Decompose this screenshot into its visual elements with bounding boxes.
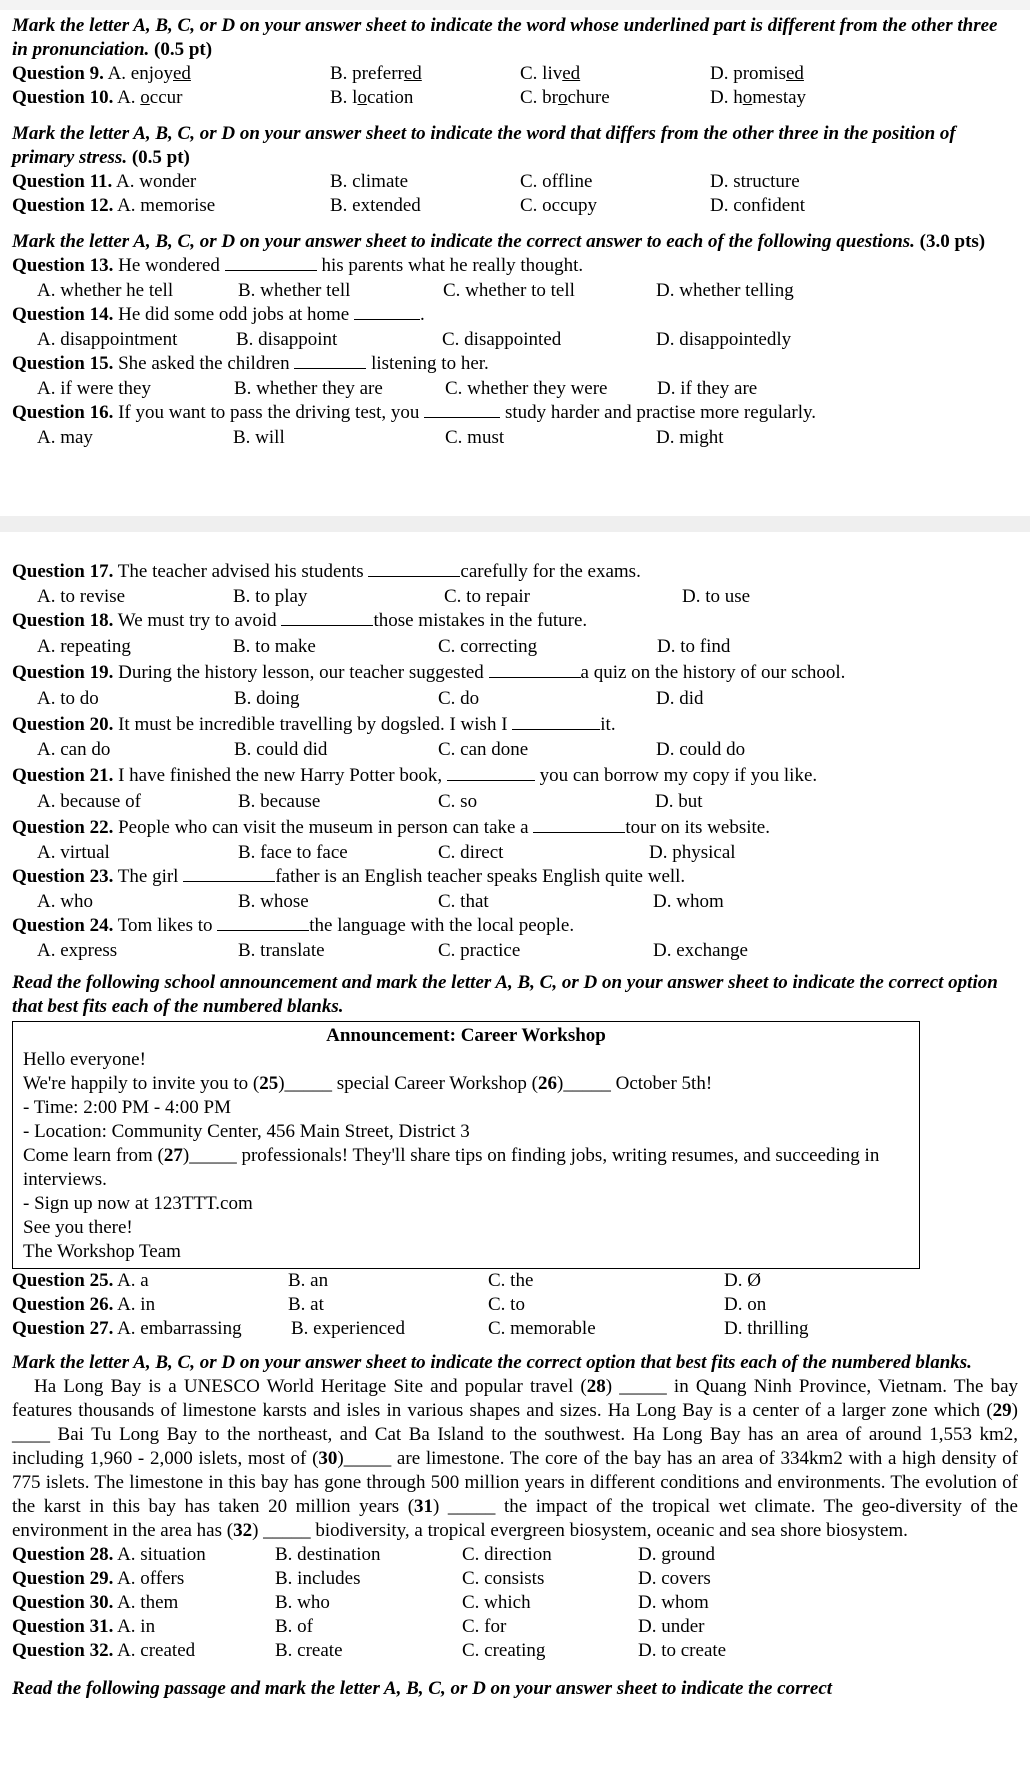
question-11: Question 11. A. wonder B. climate C. offline D. structure bbox=[12, 171, 800, 192]
question-15-options: A. if were they B. whether they are C. whether they were D. if they are bbox=[37, 378, 758, 399]
question-28: Question 28. A. situation B. destination C. direction D. ground bbox=[12, 1544, 716, 1565]
question-23-stem: Question 23. The girl father is an English teacher speaks English quite well. bbox=[12, 866, 686, 887]
announcement-signup: - Sign up now at 123TTT.com bbox=[23, 1193, 253, 1214]
section-5-instruction: Mark the letter A, B, C, or D on your answer sheet to indicate the correct option that best fits each of the numbered blanks. bbox=[12, 1352, 972, 1373]
question-15-stem: Question 15. She asked the children listening to her. bbox=[12, 353, 489, 374]
question-24-options: A. express B. translate C. practice D. exchange bbox=[37, 940, 748, 961]
page-break bbox=[0, 516, 1030, 532]
question-9: Question 9. A. enjoyed B. preferred C. lived D. promised bbox=[12, 63, 804, 84]
question-16-stem: Question 16. If you want to pass the driving test, you study harder and practise more regularly. bbox=[12, 402, 817, 423]
question-21-options: A. because of B. because C. so D. but bbox=[37, 791, 703, 812]
top-margin-bar bbox=[0, 0, 1030, 10]
question-20-options: A. can do B. could did C. can done D. could do bbox=[37, 739, 746, 760]
question-16-options: A. may B. will C. must D. might bbox=[37, 427, 724, 448]
question-12: Question 12. A. memorise B. extended C. occupy D. confident bbox=[12, 195, 805, 216]
announcement-time: - Time: 2:00 PM - 4:00 PM bbox=[23, 1097, 231, 1118]
question-27: Question 27. A. embarrassing B. experienced C. memorable D. thrilling bbox=[12, 1318, 809, 1339]
question-14-options: A. disappointment B. disappoint C. disappointed D. disappointedly bbox=[37, 329, 792, 350]
announcement-invite: We're happily to invite you to (25)_____ special Career Workshop (26)_____ October 5th! bbox=[23, 1073, 713, 1094]
section-top bbox=[0, 14, 1030, 450]
question-17-stem: Question 17. The teacher advised his students carefully for the exams. bbox=[12, 561, 641, 582]
question-18-options: A. repeating B. to make C. correcting D. to find bbox=[37, 636, 731, 657]
question-18-stem: Question 18. We must try to avoid those mistakes in the future. bbox=[12, 610, 588, 631]
question-22-options: A. virtual B. face to face C. direct D. physical bbox=[37, 842, 736, 863]
question-32: Question 32. A. created B. create C. creating D. to create bbox=[12, 1640, 727, 1661]
question-26: Question 26. A. in B. at C. to D. on bbox=[12, 1294, 767, 1315]
question-22-stem: Question 22. People who can visit the museum in person can take a tour on its website. bbox=[12, 817, 770, 838]
question-17-options: A. to revise B. to play C. to repair D. to use bbox=[37, 586, 751, 607]
ha-long-bay-passage: Ha Long Bay is a UNESCO World Heritage Site and popular travel (28) _____ in Quang Ninh Province, Vietnam. The bay features thousands of limestone karsts and isles in various shapes and sizes. Ha Long Bay is a center of a larger zone which (29) ____ Bai Tu Long Bay to the northeast, and Cat Ba Island to the southwest. Ha Long Bay has an area of around 1,553 km2, including 1,960 - 2,000 islets, most of (30)_____ are limestone. The core of the bay has an area of 334km2 with a high density of 775 islets. The limestone in this bay has gone through 500 million years in different conditions and environments. The evolution of the karst in this bay has taken 20 million years (31) _____ the impact of the tropical wet climate. The geo-diversity of the environment in the area has (32) _____ biodiversity, a tropical evergreen biosystem, oceanic and sea shore biosystem. bbox=[12, 1376, 1018, 1541]
question-10: Question 10. A. occur B. location C. brochure D. homestay bbox=[12, 87, 807, 108]
question-13-options: A. whether he tell B. whether tell C. whether to tell D. whether telling bbox=[37, 280, 794, 301]
question-31: Question 31. A. in B. of C. for D. under bbox=[12, 1616, 705, 1637]
announcement-title: Announcement: Career Workshop bbox=[326, 1025, 606, 1046]
question-23-options: A. who B. whose C. that D. whom bbox=[37, 891, 724, 912]
section-1-instruction: Mark the letter A, B, C, or D on your answer sheet to indicate the word whose underlined part is different from the other three in pronunciation. (0.5 pt) bbox=[12, 15, 998, 60]
question-21-stem: Question 21. I have finished the new Harry Potter book, you can borrow my copy if you like. bbox=[12, 765, 818, 786]
question-19-stem: Question 19. During the history lesson, our teacher suggested a quiz on the history of our school. bbox=[12, 662, 846, 683]
announcement-body: Come learn from (27)_____ professionals! They'll share tips on finding jobs, writing resumes, and succeeding in interviews. bbox=[23, 1145, 880, 1190]
announcement-greeting: Hello everyone! bbox=[23, 1049, 146, 1070]
section-6-instruction: Read the following passage and mark the letter A, B, C, or D on your answer sheet to indicate the correct bbox=[12, 1678, 833, 1699]
question-19-options: A. to do B. doing C. do D. did bbox=[37, 688, 704, 709]
announcement-closing: See you there! bbox=[23, 1217, 133, 1238]
section-3-instruction: Mark the letter A, B, C, or D on your answer sheet to indicate the correct answer to each of the following questions. (3.0 pts) bbox=[12, 231, 986, 252]
section-2-instruction: Mark the letter A, B, C, or D on your answer sheet to indicate the word that differs from the other three in the position of primary stress. (0.5 pt) bbox=[12, 123, 956, 168]
question-29: Question 29. A. offers B. includes C. consists D. covers bbox=[12, 1568, 711, 1589]
announcement-location: - Location: Community Center, 456 Main Street, District 3 bbox=[23, 1121, 470, 1142]
announcement-box bbox=[12, 1021, 920, 1269]
question-20-stem: Question 20. It must be incredible travelling by dogsled. I wish I it. bbox=[12, 714, 616, 735]
question-14-stem: Question 14. He did some odd jobs at home . bbox=[12, 304, 425, 325]
question-30: Question 30. A. them B. who C. which D. whom bbox=[12, 1592, 709, 1613]
section-bottom bbox=[0, 560, 1030, 1701]
question-24-stem: Question 24. Tom likes to the language with the local people. bbox=[12, 915, 575, 936]
announcement-signature: The Workshop Team bbox=[23, 1241, 181, 1262]
section-4-instruction: Read the following school announcement and mark the letter A, B, C, or D on your answer sheet to indicate the correct option that best fits each of the numbered blanks. bbox=[12, 972, 998, 1017]
question-25: Question 25. A. a B. an C. the D. Ø bbox=[12, 1270, 761, 1291]
question-13-stem: Question 13. He wondered his parents what he really thought. bbox=[12, 255, 584, 276]
